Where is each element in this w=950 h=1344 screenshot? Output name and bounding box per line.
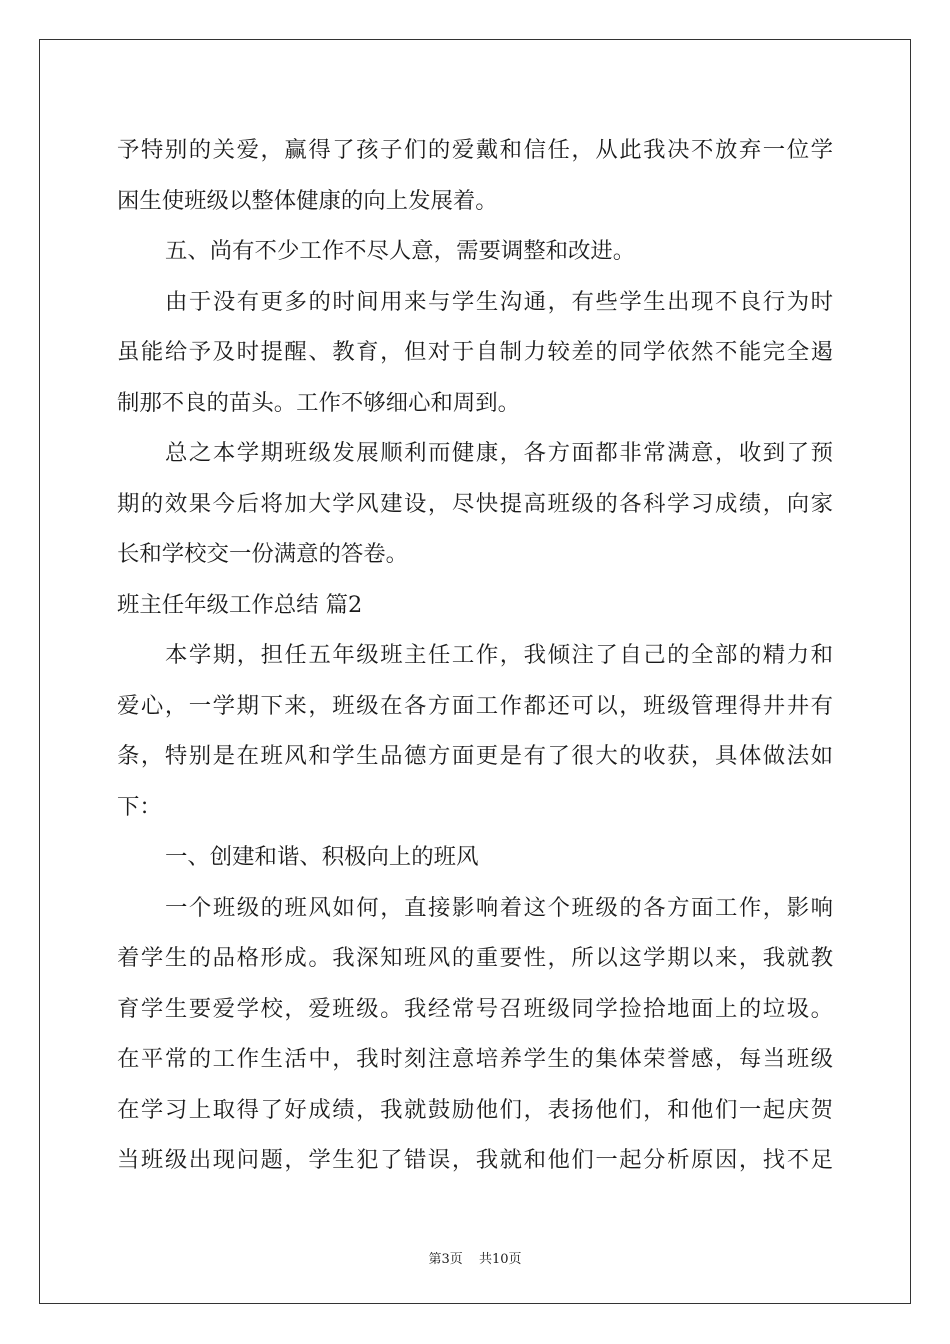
paragraph-line: 着学生的品格形成。我深知班风的重要性，所以这学期以来，我就教 <box>117 945 833 971</box>
paragraph-line: 下： <box>117 793 162 820</box>
paragraph-line: 本学期，担任五年级班主任工作，我倾注了自己的全部的精力和 <box>165 642 833 668</box>
paragraph-line: 在学习上取得了好成绩，我就鼓励他们，表扬他们，和他们一起庆贺 <box>117 1096 833 1123</box>
paragraph-line: 一个班级的班风如何，直接影响着这个班级的各方面工作，影响 <box>165 894 833 921</box>
paragraph-line: 期的效果今后将加大学风建设，尽快提高班级的各科学习成绩，向家 <box>117 490 833 517</box>
section-heading: 五、尚有不少工作不尽人意，需要调整和改进。 <box>165 238 636 264</box>
paragraph-line: 爱心，一学期下来，班级在各方面工作都还可以，班级管理得井井有 <box>117 692 833 719</box>
section-heading: 一、创建和谐、积极向上的班风 <box>165 844 479 870</box>
article-title: 班主任年级工作总结 篇2 <box>117 591 363 618</box>
paragraph-line: 在平常的工作生活中，我时刻注意培养学生的集体荣誉感，每当班级 <box>117 1046 833 1072</box>
paragraph-line: 总之本学期班级发展顺利而健康，各方面都非常满意，收到了预 <box>165 440 833 466</box>
paragraph-line: 当班级出现问题，学生犯了错误，我就和他们一起分析原因，找不足 <box>117 1147 833 1173</box>
paragraph-line: 育学生要爱学校，爱班级。我经常号召班级同学捡拾地面上的垃圾。 <box>117 995 833 1022</box>
paragraph-line: 制那不良的苗头。工作不够细心和周到。 <box>117 389 521 416</box>
paragraph-line: 虽能给予及时提醒、教育，但对于自制力较差的同学依然不能完全遏 <box>117 339 833 365</box>
document-body <box>117 125 833 1186</box>
paragraph-line: 由于没有更多的时间用来与学生沟通，有些学生出现不良行为时 <box>165 288 833 315</box>
page-total: 共10页 <box>478 1252 522 1267</box>
page-footer <box>0 1248 950 1267</box>
page-number: 第3页 <box>428 1252 463 1267</box>
paragraph-line: 条，特别是在班风和学生品德方面更是有了很大的收获，具体做法如 <box>117 743 833 769</box>
paragraph-line: 予特别的关爱，赢得了孩子们的爱戴和信任，从此我决不放弃一位学 <box>117 137 833 163</box>
paragraph-line: 困生使班级以整体健康的向上发展着。 <box>117 187 498 214</box>
paragraph-line: 长和学校交一份满意的答卷。 <box>117 541 409 567</box>
